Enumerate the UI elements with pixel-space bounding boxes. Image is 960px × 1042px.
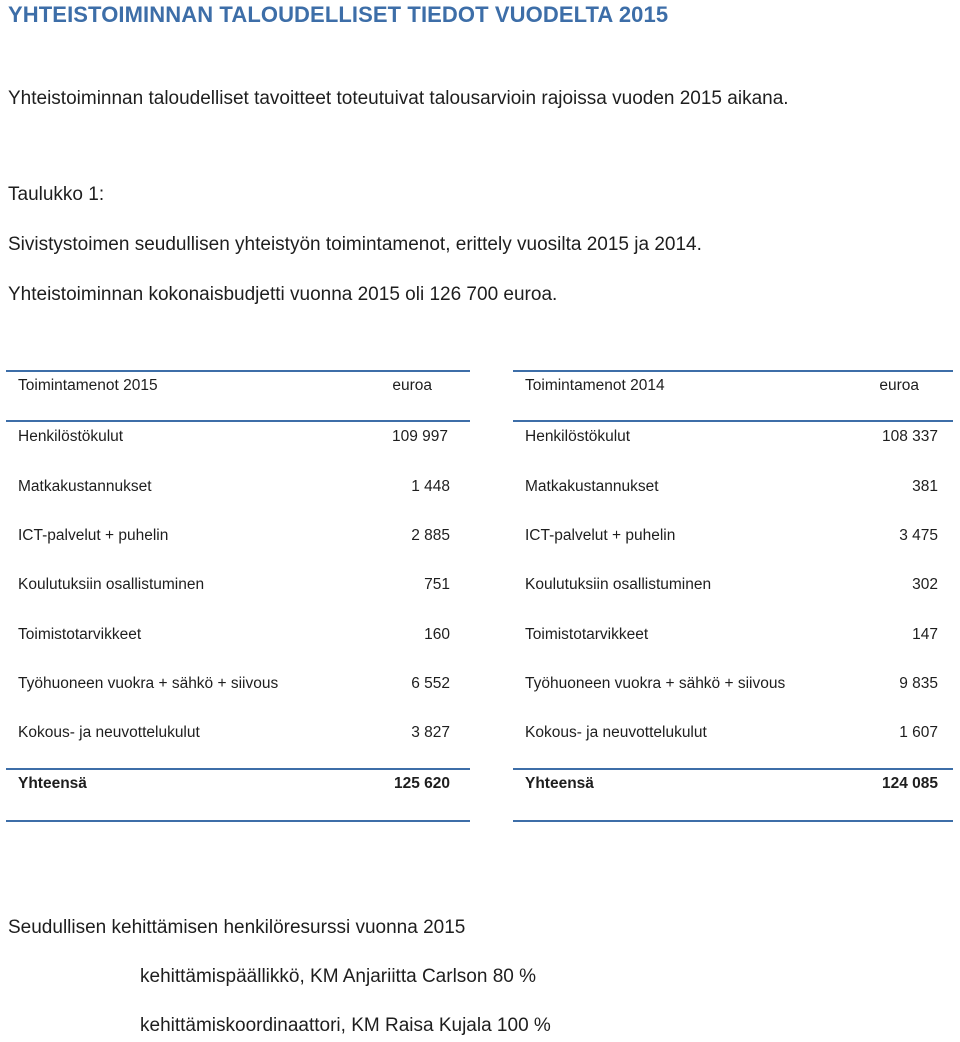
table-row: [513, 626, 953, 650]
row-value: 9 835: [899, 675, 938, 692]
header-unit: euroa: [392, 377, 432, 394]
total-label: Yhteensä: [525, 775, 594, 792]
row-value: 3 827: [411, 724, 450, 741]
table-top-rule: [513, 370, 953, 372]
table-top-rule: [6, 370, 470, 372]
table-row: [513, 576, 953, 600]
row-label: Työhuoneen vuokra + sähkö + siivous: [18, 675, 279, 692]
header-unit: euroa: [879, 377, 919, 394]
row-label: Kokous- ja neuvottelukulut: [18, 724, 200, 741]
row-label: Koulutuksiin osallistuminen: [18, 576, 205, 593]
row-label: ICT-palvelut + puhelin: [525, 527, 676, 544]
table-description: Sivistystoimen seudullisen yhteistyön toimintamenot, erittely vuosilta 2015 ja 2014.: [8, 234, 702, 255]
total-value: 124 085: [881, 775, 938, 792]
row-value: 2 885: [411, 527, 450, 544]
table-header-row: [513, 377, 953, 401]
table-total-row: [513, 775, 953, 799]
row-label: Henkilöstökulut: [18, 428, 124, 445]
total-value: 125 620: [393, 775, 450, 792]
row-label: ICT-palvelut + puhelin: [18, 527, 169, 544]
table-header-rule: [6, 420, 470, 422]
table-row: [6, 478, 470, 502]
table-row: [513, 724, 953, 748]
row-value: 6 552: [411, 675, 450, 692]
table-row: [6, 626, 470, 650]
row-label: Henkilöstökulut: [525, 428, 631, 445]
page-title: YHTEISTOIMINNAN TALOUDELLISET TIEDOT VUODELTA 2015: [8, 2, 669, 27]
header-label: Toimintamenot 2015: [18, 377, 158, 394]
table-row: [6, 724, 470, 748]
table-caption: Taulukko 1:: [8, 184, 105, 205]
table-bottom-rule: [513, 820, 953, 822]
header-label: Toimintamenot 2014: [525, 377, 665, 394]
row-label: Työhuoneen vuokra + sähkö + siivous: [525, 675, 786, 692]
row-label: Matkakustannukset: [18, 478, 152, 495]
table-total-rule: [513, 768, 953, 770]
table-row: [6, 576, 470, 600]
resource-item: kehittämispäällikkö, KM Anjariitta Carlson 80 %: [140, 966, 537, 987]
row-label: Kokous- ja neuvottelukulut: [525, 724, 707, 741]
row-value: 147: [912, 626, 938, 643]
table-row: [513, 527, 953, 551]
table-row: [6, 527, 470, 551]
row-value: 751: [424, 576, 450, 593]
row-value: 381: [912, 478, 938, 495]
row-label: Toimistotarvikkeet: [525, 626, 649, 643]
row-value: 160: [424, 626, 450, 643]
table-total-rule: [6, 768, 470, 770]
total-label: Yhteensä: [18, 775, 87, 792]
row-value: 109 997: [391, 428, 448, 445]
row-value: 302: [912, 576, 938, 593]
table-row: [6, 675, 470, 699]
row-value: 1 607: [899, 724, 938, 741]
row-value: 1 448: [411, 478, 450, 495]
row-label: Toimistotarvikkeet: [18, 626, 142, 643]
table-row: [6, 428, 470, 452]
row-label: Matkakustannukset: [525, 478, 659, 495]
table-row: [513, 428, 953, 452]
table-row: [513, 675, 953, 699]
budget-note: Yhteistoiminnan kokonaisbudjetti vuonna 2015 oli 126 700 euroa.: [8, 284, 558, 305]
table-row: [513, 478, 953, 502]
row-value: 108 337: [881, 428, 938, 445]
resources-heading: Seudullisen kehittämisen henkilöresurssi vuonna 2015: [8, 917, 466, 938]
row-value: 3 475: [899, 527, 938, 544]
intro-paragraph: Yhteistoiminnan taloudelliset tavoitteet toteutuivat talousarvioin rajoissa vuoden 2015 aikana.: [8, 88, 789, 109]
resource-item: kehittämiskoordinaattori, KM Raisa Kujala 100 %: [140, 1015, 551, 1036]
table-total-row: [6, 775, 470, 799]
row-label: Koulutuksiin osallistuminen: [525, 576, 712, 593]
table-bottom-rule: [6, 820, 470, 822]
table-header-row: [6, 377, 470, 401]
table-header-rule: [513, 420, 953, 422]
